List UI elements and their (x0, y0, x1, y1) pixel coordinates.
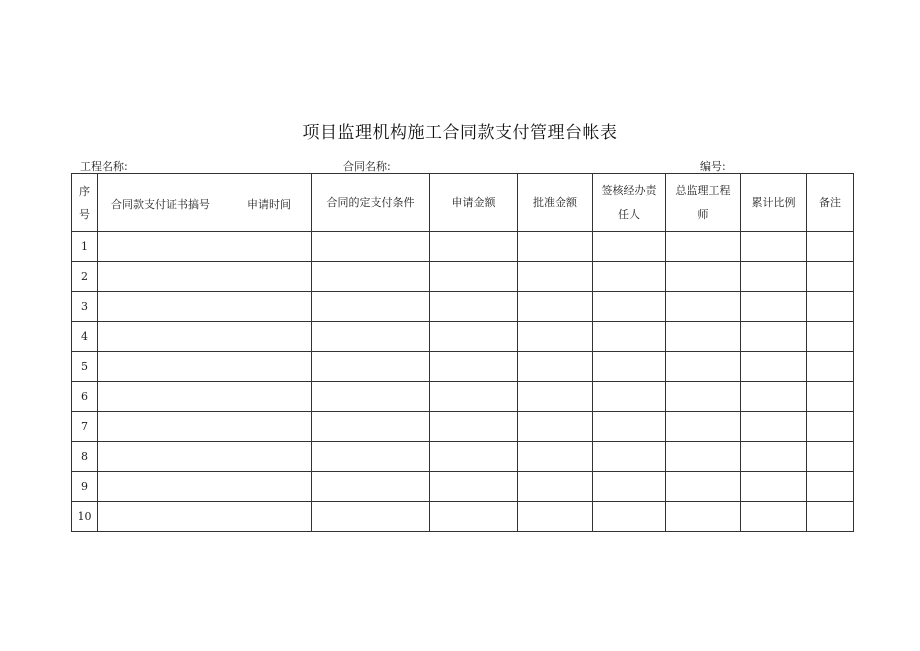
header-signer-line1: 签核经办责 (601, 183, 657, 197)
header-approved-amount: 批准金额 (518, 174, 593, 232)
table-row (72, 262, 854, 292)
chief-engineer-cell (666, 292, 741, 322)
apply-amount-cell (430, 322, 518, 352)
remarks-cell (807, 292, 854, 322)
signer-cell (593, 292, 666, 322)
row-number: 7 (72, 412, 98, 442)
conditions-cell (312, 352, 430, 382)
conditions-cell (312, 472, 430, 502)
remarks-cell (807, 502, 854, 532)
conditions-cell (312, 262, 430, 292)
apply-amount-cell (430, 472, 518, 502)
row-number: 4 (72, 322, 98, 352)
table-row (72, 472, 854, 502)
cumulative-ratio-cell (741, 322, 807, 352)
cert-and-time-cell (98, 382, 312, 412)
cumulative-ratio-cell (741, 232, 807, 262)
approved-amount-cell (518, 502, 593, 532)
approved-amount-cell (518, 322, 593, 352)
signer-cell (593, 352, 666, 382)
table-row (72, 322, 854, 352)
signer-cell (593, 262, 666, 292)
chief-engineer-cell (666, 322, 741, 352)
cumulative-ratio-cell (741, 292, 807, 322)
approved-amount-cell (518, 382, 593, 412)
apply-amount-cell (430, 262, 518, 292)
chief-engineer-cell (666, 502, 741, 532)
contract-name-label: 合同名称: (343, 160, 391, 173)
document-number-label: 编号: (700, 160, 726, 173)
header-seq (72, 174, 98, 232)
cumulative-ratio-cell (741, 262, 807, 292)
approved-amount-cell (518, 292, 593, 322)
cumulative-ratio-cell (741, 502, 807, 532)
signer-cell (593, 382, 666, 412)
conditions-cell (312, 382, 430, 412)
remarks-cell (807, 262, 854, 292)
header-signer-line2: 任人 (618, 207, 640, 221)
row-number: 1 (72, 232, 98, 262)
header-chief-line2: 师 (697, 207, 709, 221)
signer-cell (593, 502, 666, 532)
conditions-cell (312, 442, 430, 472)
remarks-cell (807, 442, 854, 472)
project-name-label: 工程名称: (80, 160, 128, 173)
cert-and-time-cell (98, 262, 312, 292)
cert-and-time-cell (98, 232, 312, 262)
cert-and-time-cell (98, 292, 312, 322)
approved-amount-cell (518, 472, 593, 502)
table-row (72, 232, 854, 262)
chief-engineer-cell (666, 352, 741, 382)
header-apply-time: 申请时间 (247, 198, 291, 211)
page-title: 项目监理机构施工合同款支付管理台帐表 (302, 123, 618, 143)
header-remarks: 备注 (807, 174, 854, 232)
table-row (72, 442, 854, 472)
row-number: 5 (72, 352, 98, 382)
remarks-cell (807, 472, 854, 502)
cumulative-ratio-cell (741, 442, 807, 472)
table-row (72, 292, 854, 322)
conditions-cell (312, 322, 430, 352)
approved-amount-cell (518, 412, 593, 442)
signer-cell (593, 412, 666, 442)
signer-cell (593, 442, 666, 472)
approved-amount-cell (518, 352, 593, 382)
table-row (72, 412, 854, 442)
header-signer (593, 174, 666, 232)
cumulative-ratio-cell (741, 412, 807, 442)
cert-and-time-cell (98, 442, 312, 472)
remarks-cell (807, 352, 854, 382)
signer-cell (593, 322, 666, 352)
conditions-cell (312, 232, 430, 262)
table-header-row (72, 174, 854, 232)
approved-amount-cell (518, 262, 593, 292)
table-body (72, 232, 854, 532)
cumulative-ratio-cell (741, 352, 807, 382)
header-apply-amount: 申请金额 (430, 174, 518, 232)
payment-ledger-table (71, 173, 854, 532)
chief-engineer-cell (666, 382, 741, 412)
remarks-cell (807, 382, 854, 412)
apply-amount-cell (430, 442, 518, 472)
signer-cell (593, 472, 666, 502)
conditions-cell (312, 502, 430, 532)
row-number: 9 (72, 472, 98, 502)
header-cert-and-time (98, 174, 312, 232)
header-chief-line1: 总监理工程 (675, 183, 731, 197)
approved-amount-cell (518, 232, 593, 262)
cumulative-ratio-cell (741, 382, 807, 412)
header-cert-no: 合同款支付证书搞号 (111, 198, 210, 211)
row-number: 8 (72, 442, 98, 472)
apply-amount-cell (430, 502, 518, 532)
chief-engineer-cell (666, 442, 741, 472)
row-number: 2 (72, 262, 98, 292)
signer-cell (593, 232, 666, 262)
remarks-cell (807, 412, 854, 442)
cert-and-time-cell (98, 322, 312, 352)
row-number: 10 (72, 502, 98, 532)
table-row (72, 502, 854, 532)
cert-and-time-cell (98, 472, 312, 502)
header-cumulative-ratio: 累计比例 (741, 174, 807, 232)
cert-and-time-cell (98, 352, 312, 382)
table-row (72, 352, 854, 382)
header-seq-line2: 号 (79, 207, 90, 221)
apply-amount-cell (430, 292, 518, 322)
approved-amount-cell (518, 442, 593, 472)
apply-amount-cell (430, 232, 518, 262)
remarks-cell (807, 322, 854, 352)
table-row (72, 382, 854, 412)
remarks-cell (807, 232, 854, 262)
chief-engineer-cell (666, 232, 741, 262)
chief-engineer-cell (666, 262, 741, 292)
cert-and-time-cell (98, 412, 312, 442)
cert-and-time-cell (98, 502, 312, 532)
chief-engineer-cell (666, 472, 741, 502)
header-seq-line1: 序 (79, 184, 90, 198)
apply-amount-cell (430, 412, 518, 442)
row-number: 6 (72, 382, 98, 412)
row-number: 3 (72, 292, 98, 322)
header-conditions: 合同的定支付条件 (312, 174, 430, 232)
header-chief-engineer (666, 174, 741, 232)
conditions-cell (312, 412, 430, 442)
chief-engineer-cell (666, 412, 741, 442)
apply-amount-cell (430, 352, 518, 382)
cumulative-ratio-cell (741, 472, 807, 502)
apply-amount-cell (430, 382, 518, 412)
conditions-cell (312, 292, 430, 322)
